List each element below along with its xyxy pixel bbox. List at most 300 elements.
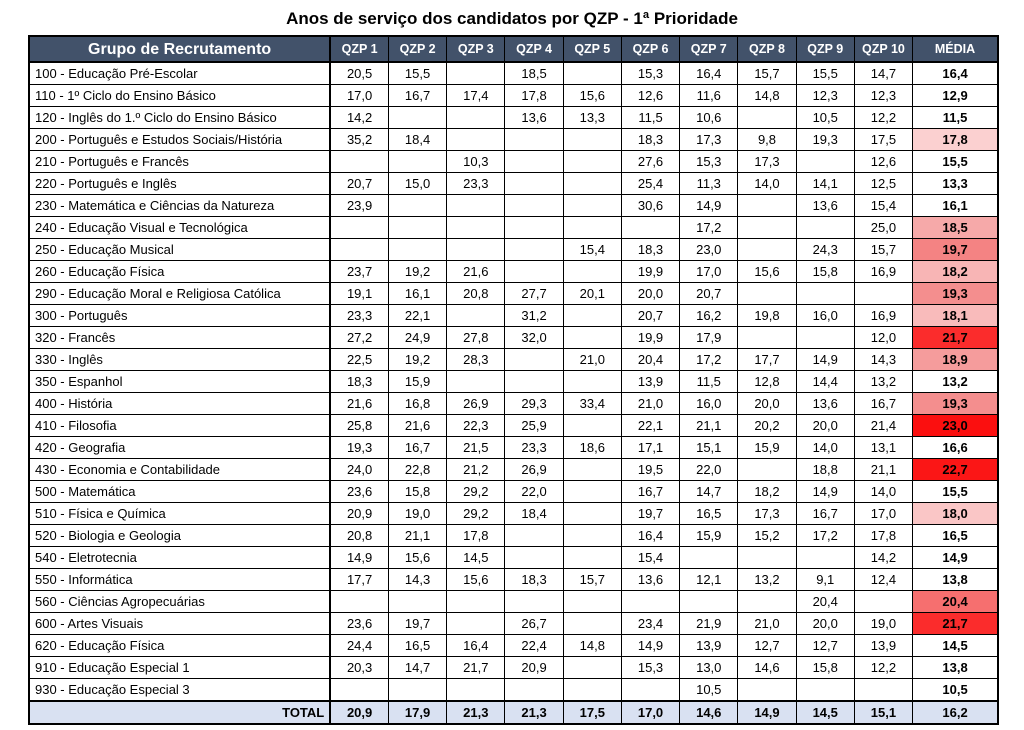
media-value-cell: 22,7 xyxy=(913,459,998,481)
total-qzp-value-cell: 21,3 xyxy=(447,701,505,724)
qzp-value-cell: 14,9 xyxy=(330,547,388,569)
qzp-value-cell xyxy=(854,283,912,305)
qzp-value-cell: 11,5 xyxy=(621,107,679,129)
qzp-value-cell xyxy=(447,195,505,217)
qzp-value-cell: 21,0 xyxy=(621,393,679,415)
qzp-value-cell: 27,7 xyxy=(505,283,563,305)
qzp-value-cell: 18,3 xyxy=(621,239,679,261)
qzp-value-cell: 27,2 xyxy=(330,327,388,349)
qzp-value-cell xyxy=(738,217,796,239)
qzp-value-cell: 12,0 xyxy=(854,327,912,349)
qzp-value-cell: 19,0 xyxy=(854,613,912,635)
qzp-value-cell: 13,1 xyxy=(854,437,912,459)
qzp-value-cell: 31,2 xyxy=(505,305,563,327)
table-row xyxy=(29,437,998,459)
row-group-label: 110 - 1º Ciclo do Ensino Básico xyxy=(29,85,330,107)
qzp-value-cell: 16,7 xyxy=(388,85,446,107)
qzp-value-cell: 14,9 xyxy=(621,635,679,657)
qzp-value-cell xyxy=(563,261,621,283)
qzp-value-cell xyxy=(738,679,796,702)
qzp-value-cell: 14,9 xyxy=(680,195,738,217)
qzp-value-cell: 27,6 xyxy=(621,151,679,173)
qzp-value-cell: 21,1 xyxy=(388,525,446,547)
media-value-cell: 13,8 xyxy=(913,569,998,591)
qzp-value-cell xyxy=(796,679,854,702)
qzp-value-cell: 13,3 xyxy=(563,107,621,129)
qzp-value-cell: 25,4 xyxy=(621,173,679,195)
qzp-value-cell: 21,0 xyxy=(563,349,621,371)
row-group-label: 300 - Português xyxy=(29,305,330,327)
row-group-label: 420 - Geografia xyxy=(29,437,330,459)
qzp-value-cell: 22,8 xyxy=(388,459,446,481)
qzp-value-cell: 15,5 xyxy=(388,62,446,85)
qzp-value-cell: 14,3 xyxy=(854,349,912,371)
total-qzp-value-cell: 14,9 xyxy=(738,701,796,724)
total-qzp-value-cell: 17,5 xyxy=(563,701,621,724)
qzp-value-cell: 17,2 xyxy=(680,349,738,371)
qzp-value-cell: 10,3 xyxy=(447,151,505,173)
column-header-qzp: QZP 6 xyxy=(621,36,679,62)
qzp-value-cell xyxy=(505,547,563,569)
table-row xyxy=(29,679,998,702)
qzp-value-cell: 14,3 xyxy=(388,569,446,591)
qzp-value-cell xyxy=(621,591,679,613)
media-value-cell: 16,1 xyxy=(913,195,998,217)
table-row xyxy=(29,85,998,107)
row-group-label: 330 - Inglês xyxy=(29,349,330,371)
qzp-value-cell xyxy=(505,239,563,261)
qzp-value-cell: 21,2 xyxy=(447,459,505,481)
qzp-value-cell: 17,2 xyxy=(796,525,854,547)
qzp-value-cell: 15,6 xyxy=(388,547,446,569)
qzp-value-cell: 14,7 xyxy=(680,481,738,503)
qzp-table-container xyxy=(28,35,999,725)
qzp-value-cell: 12,8 xyxy=(738,371,796,393)
total-qzp-value-cell: 20,9 xyxy=(330,701,388,724)
qzp-value-cell xyxy=(447,371,505,393)
qzp-value-cell: 12,2 xyxy=(854,107,912,129)
qzp-value-cell: 16,4 xyxy=(621,525,679,547)
media-value-cell: 13,3 xyxy=(913,173,998,195)
media-value-cell: 15,5 xyxy=(913,481,998,503)
media-value-cell: 12,9 xyxy=(913,85,998,107)
column-header-qzp: QZP 7 xyxy=(680,36,738,62)
qzp-value-cell: 15,9 xyxy=(680,525,738,547)
qzp-value-cell: 15,5 xyxy=(796,62,854,85)
table-row xyxy=(29,173,998,195)
qzp-value-cell: 20,7 xyxy=(680,283,738,305)
qzp-value-cell: 15,8 xyxy=(796,657,854,679)
qzp-value-cell: 17,8 xyxy=(505,85,563,107)
qzp-value-cell xyxy=(738,327,796,349)
qzp-value-cell: 19,9 xyxy=(621,261,679,283)
column-header-qzp: QZP 5 xyxy=(563,36,621,62)
row-group-label: 100 - Educação Pré-Escolar xyxy=(29,62,330,85)
chart-title: Anos de serviço dos candidatos por QZP - 1ª Prioridade xyxy=(286,9,738,28)
qzp-value-cell: 16,0 xyxy=(796,305,854,327)
qzp-value-cell xyxy=(505,129,563,151)
row-group-label: 410 - Filosofia xyxy=(29,415,330,437)
qzp-value-cell xyxy=(563,305,621,327)
qzp-value-cell: 17,9 xyxy=(680,327,738,349)
qzp-value-cell: 9,1 xyxy=(796,569,854,591)
qzp-value-cell: 15,1 xyxy=(680,437,738,459)
qzp-value-cell: 23,3 xyxy=(330,305,388,327)
table-row xyxy=(29,635,998,657)
qzp-value-cell: 15,2 xyxy=(738,525,796,547)
qzp-value-cell: 19,9 xyxy=(621,327,679,349)
qzp-value-cell: 20,9 xyxy=(330,503,388,525)
row-group-label: 200 - Português e Estudos Sociais/História xyxy=(29,129,330,151)
qzp-value-cell xyxy=(563,327,621,349)
total-qzp-value-cell: 14,5 xyxy=(796,701,854,724)
qzp-value-cell: 17,0 xyxy=(330,85,388,107)
qzp-value-cell: 17,2 xyxy=(680,217,738,239)
qzp-value-cell: 20,9 xyxy=(505,657,563,679)
table-row xyxy=(29,613,998,635)
media-value-cell: 10,5 xyxy=(913,679,998,702)
media-value-cell: 16,5 xyxy=(913,525,998,547)
qzp-value-cell: 19,7 xyxy=(388,613,446,635)
qzp-value-cell: 19,2 xyxy=(388,349,446,371)
qzp-value-cell: 16,5 xyxy=(680,503,738,525)
qzp-value-cell xyxy=(330,591,388,613)
qzp-value-cell xyxy=(563,151,621,173)
qzp-value-cell: 18,3 xyxy=(505,569,563,591)
qzp-value-cell xyxy=(388,591,446,613)
qzp-value-cell: 14,8 xyxy=(738,85,796,107)
row-group-label: 620 - Educação Física xyxy=(29,635,330,657)
table-row xyxy=(29,283,998,305)
qzp-value-cell: 35,2 xyxy=(330,129,388,151)
qzp-value-cell xyxy=(738,283,796,305)
qzp-value-cell xyxy=(738,459,796,481)
qzp-value-cell: 30,6 xyxy=(621,195,679,217)
media-value-cell: 21,7 xyxy=(913,613,998,635)
qzp-value-cell: 13,0 xyxy=(680,657,738,679)
qzp-value-cell: 26,7 xyxy=(505,613,563,635)
qzp-value-cell: 19,7 xyxy=(621,503,679,525)
qzp-value-cell: 24,9 xyxy=(388,327,446,349)
qzp-value-cell xyxy=(563,173,621,195)
row-group-label: 600 - Artes Visuais xyxy=(29,613,330,635)
qzp-value-cell: 14,5 xyxy=(447,547,505,569)
qzp-value-cell: 16,4 xyxy=(680,62,738,85)
qzp-value-cell xyxy=(563,525,621,547)
qzp-value-cell: 17,0 xyxy=(680,261,738,283)
total-row-label: TOTAL xyxy=(29,701,330,724)
qzp-value-cell: 20,7 xyxy=(621,305,679,327)
row-group-label: 520 - Biologia e Geologia xyxy=(29,525,330,547)
qzp-value-cell xyxy=(505,591,563,613)
qzp-value-cell: 20,0 xyxy=(796,415,854,437)
qzp-value-cell xyxy=(796,547,854,569)
media-value-cell: 20,4 xyxy=(913,591,998,613)
qzp-value-cell: 21,1 xyxy=(854,459,912,481)
qzp-value-cell: 18,4 xyxy=(505,503,563,525)
qzp-value-cell: 28,3 xyxy=(447,349,505,371)
table-row xyxy=(29,547,998,569)
qzp-value-cell: 14,1 xyxy=(796,173,854,195)
qzp-value-cell: 25,0 xyxy=(854,217,912,239)
column-header-media: MÉDIA xyxy=(913,36,998,62)
qzp-value-cell xyxy=(447,239,505,261)
qzp-value-cell: 16,7 xyxy=(388,437,446,459)
qzp-value-cell: 17,3 xyxy=(680,129,738,151)
table-row xyxy=(29,195,998,217)
qzp-value-cell: 20,3 xyxy=(330,657,388,679)
qzp-value-cell: 15,4 xyxy=(854,195,912,217)
qzp-value-cell: 15,9 xyxy=(738,437,796,459)
qzp-value-cell: 22,4 xyxy=(505,635,563,657)
qzp-value-cell: 15,8 xyxy=(388,481,446,503)
qzp-value-cell: 14,7 xyxy=(854,62,912,85)
table-row xyxy=(29,217,998,239)
row-group-label: 290 - Educação Moral e Religiosa Católica xyxy=(29,283,330,305)
qzp-value-cell: 24,0 xyxy=(330,459,388,481)
qzp-value-cell: 20,0 xyxy=(738,393,796,415)
total-qzp-value-cell: 17,9 xyxy=(388,701,446,724)
table-row xyxy=(29,151,998,173)
qzp-value-cell: 33,4 xyxy=(563,393,621,415)
column-header-qzp: QZP 3 xyxy=(447,36,505,62)
qzp-value-cell: 25,9 xyxy=(505,415,563,437)
row-group-label: 500 - Matemática xyxy=(29,481,330,503)
qzp-value-cell: 21,7 xyxy=(447,657,505,679)
qzp-value-cell: 17,7 xyxy=(738,349,796,371)
qzp-value-cell: 17,7 xyxy=(330,569,388,591)
row-group-label: 350 - Espanhol xyxy=(29,371,330,393)
row-group-label: 510 - Física e Química xyxy=(29,503,330,525)
qzp-value-cell: 20,1 xyxy=(563,283,621,305)
qzp-value-cell: 21,6 xyxy=(330,393,388,415)
table-row xyxy=(29,459,998,481)
qzp-value-cell xyxy=(563,679,621,702)
qzp-value-cell: 9,8 xyxy=(738,129,796,151)
qzp-value-cell: 22,3 xyxy=(447,415,505,437)
qzp-value-cell xyxy=(738,547,796,569)
qzp-value-cell: 18,3 xyxy=(330,371,388,393)
qzp-value-cell xyxy=(563,459,621,481)
table-row xyxy=(29,107,998,129)
row-group-label: 210 - Português e Francês xyxy=(29,151,330,173)
qzp-value-cell: 29,2 xyxy=(447,503,505,525)
qzp-value-cell xyxy=(505,261,563,283)
media-value-cell: 17,8 xyxy=(913,129,998,151)
qzp-value-cell xyxy=(388,107,446,129)
qzp-value-cell: 15,6 xyxy=(738,261,796,283)
total-qzp-value-cell: 17,0 xyxy=(621,701,679,724)
qzp-value-cell: 20,0 xyxy=(796,613,854,635)
qzp-value-cell xyxy=(388,217,446,239)
qzp-value-cell xyxy=(680,547,738,569)
qzp-value-cell: 16,8 xyxy=(388,393,446,415)
qzp-value-cell: 16,7 xyxy=(621,481,679,503)
qzp-value-cell: 14,0 xyxy=(854,481,912,503)
qzp-value-cell xyxy=(505,371,563,393)
row-group-label: 250 - Educação Musical xyxy=(29,239,330,261)
total-qzp-value-cell: 15,1 xyxy=(854,701,912,724)
qzp-value-cell: 17,1 xyxy=(621,437,679,459)
table-row xyxy=(29,481,998,503)
qzp-value-cell: 29,3 xyxy=(505,393,563,415)
qzp-value-cell xyxy=(505,195,563,217)
row-group-label: 910 - Educação Especial 1 xyxy=(29,657,330,679)
qzp-value-cell xyxy=(563,129,621,151)
qzp-value-cell xyxy=(330,239,388,261)
row-group-label: 240 - Educação Visual e Tecnológica xyxy=(29,217,330,239)
row-group-label: 220 - Português e Inglês xyxy=(29,173,330,195)
table-row xyxy=(29,239,998,261)
qzp-value-cell: 15,6 xyxy=(447,569,505,591)
qzp-value-cell xyxy=(447,62,505,85)
qzp-value-cell: 13,6 xyxy=(796,195,854,217)
qzp-value-cell: 13,2 xyxy=(854,371,912,393)
qzp-value-cell: 18,3 xyxy=(621,129,679,151)
qzp-value-cell: 16,7 xyxy=(796,503,854,525)
table-body xyxy=(29,62,998,724)
table-row xyxy=(29,371,998,393)
qzp-value-cell: 18,6 xyxy=(563,437,621,459)
row-group-label: 320 - Francês xyxy=(29,327,330,349)
table-row xyxy=(29,129,998,151)
qzp-value-cell: 17,3 xyxy=(738,151,796,173)
qzp-value-cell: 19,3 xyxy=(796,129,854,151)
qzp-value-cell: 19,0 xyxy=(388,503,446,525)
qzp-value-cell: 14,0 xyxy=(796,437,854,459)
row-group-label: 230 - Matemática e Ciências da Natureza xyxy=(29,195,330,217)
qzp-value-cell xyxy=(447,217,505,239)
qzp-value-cell xyxy=(330,679,388,702)
qzp-value-cell: 18,2 xyxy=(738,481,796,503)
media-value-cell: 18,1 xyxy=(913,305,998,327)
qzp-value-cell: 20,0 xyxy=(621,283,679,305)
qzp-value-cell xyxy=(621,679,679,702)
qzp-value-cell xyxy=(796,217,854,239)
total-qzp-value-cell: 14,6 xyxy=(680,701,738,724)
qzp-value-cell: 15,3 xyxy=(621,657,679,679)
qzp-value-cell: 23,4 xyxy=(621,613,679,635)
media-value-cell: 14,9 xyxy=(913,547,998,569)
row-group-label: 260 - Educação Física xyxy=(29,261,330,283)
qzp-value-cell: 13,9 xyxy=(680,635,738,657)
qzp-value-cell xyxy=(796,151,854,173)
qzp-value-cell: 16,1 xyxy=(388,283,446,305)
table-row xyxy=(29,525,998,547)
qzp-value-cell: 19,2 xyxy=(388,261,446,283)
qzp-value-cell: 20,7 xyxy=(330,173,388,195)
media-value-cell: 18,5 xyxy=(913,217,998,239)
table-header xyxy=(29,36,998,62)
qzp-value-cell xyxy=(563,503,621,525)
table-row xyxy=(29,261,998,283)
qzp-value-cell: 20,4 xyxy=(621,349,679,371)
table-row xyxy=(29,503,998,525)
table-row xyxy=(29,657,998,679)
qzp-value-cell xyxy=(563,415,621,437)
qzp-value-cell: 14,2 xyxy=(854,547,912,569)
table-row xyxy=(29,569,998,591)
qzp-value-cell: 21,9 xyxy=(680,613,738,635)
qzp-value-cell xyxy=(447,129,505,151)
media-value-cell: 21,7 xyxy=(913,327,998,349)
table-row xyxy=(29,349,998,371)
qzp-value-cell: 27,8 xyxy=(447,327,505,349)
qzp-value-cell xyxy=(621,217,679,239)
qzp-value-cell: 17,5 xyxy=(854,129,912,151)
qzp-value-cell: 15,7 xyxy=(738,62,796,85)
qzp-value-cell: 12,3 xyxy=(796,85,854,107)
row-group-label: 120 - Inglês do 1.º Ciclo do Ensino Básico xyxy=(29,107,330,129)
table-row xyxy=(29,393,998,415)
qzp-value-cell: 13,9 xyxy=(854,635,912,657)
qzp-value-cell xyxy=(854,679,912,702)
row-group-label: 550 - Informática xyxy=(29,569,330,591)
qzp-value-cell: 13,2 xyxy=(738,569,796,591)
qzp-value-cell: 15,3 xyxy=(621,62,679,85)
column-header-qzp: QZP 8 xyxy=(738,36,796,62)
qzp-value-cell: 24,3 xyxy=(796,239,854,261)
qzp-value-cell: 12,5 xyxy=(854,173,912,195)
qzp-value-cell: 18,8 xyxy=(796,459,854,481)
qzp-value-cell: 16,0 xyxy=(680,393,738,415)
qzp-value-cell: 14,8 xyxy=(563,635,621,657)
qzp-value-cell: 19,1 xyxy=(330,283,388,305)
qzp-value-cell: 14,7 xyxy=(388,657,446,679)
qzp-value-cell xyxy=(447,107,505,129)
qzp-value-cell: 22,5 xyxy=(330,349,388,371)
total-row xyxy=(29,701,998,724)
media-value-cell: 19,7 xyxy=(913,239,998,261)
qzp-value-cell: 11,3 xyxy=(680,173,738,195)
qzp-value-cell: 20,5 xyxy=(330,62,388,85)
column-header-qzp: QZP 9 xyxy=(796,36,854,62)
qzp-value-cell xyxy=(563,195,621,217)
qzp-value-cell: 16,9 xyxy=(854,261,912,283)
media-value-cell: 16,6 xyxy=(913,437,998,459)
row-group-label: 540 - Eletrotecnia xyxy=(29,547,330,569)
media-value-cell: 13,8 xyxy=(913,657,998,679)
qzp-value-cell: 13,6 xyxy=(505,107,563,129)
media-value-cell: 18,2 xyxy=(913,261,998,283)
table-row xyxy=(29,305,998,327)
qzp-value-cell xyxy=(563,371,621,393)
qzp-value-cell xyxy=(447,591,505,613)
total-qzp-value-cell: 21,3 xyxy=(505,701,563,724)
qzp-value-cell: 11,6 xyxy=(680,85,738,107)
qzp-value-cell xyxy=(505,349,563,371)
qzp-value-cell: 17,4 xyxy=(447,85,505,107)
qzp-value-cell: 20,4 xyxy=(796,591,854,613)
qzp-value-cell: 20,2 xyxy=(738,415,796,437)
qzp-value-cell: 11,5 xyxy=(680,371,738,393)
qzp-value-cell: 32,0 xyxy=(505,327,563,349)
qzp-value-cell: 15,0 xyxy=(388,173,446,195)
qzp-value-cell: 21,6 xyxy=(447,261,505,283)
qzp-value-cell: 12,7 xyxy=(738,635,796,657)
media-value-cell: 11,5 xyxy=(913,107,998,129)
qzp-value-cell: 15,9 xyxy=(388,371,446,393)
qzp-value-cell xyxy=(563,657,621,679)
qzp-value-cell: 16,4 xyxy=(447,635,505,657)
qzp-value-cell: 23,9 xyxy=(330,195,388,217)
qzp-value-cell: 15,7 xyxy=(854,239,912,261)
qzp-value-cell: 12,1 xyxy=(680,569,738,591)
qzp-value-cell: 12,3 xyxy=(854,85,912,107)
qzp-value-cell: 16,2 xyxy=(680,305,738,327)
total-media-value-cell: 16,2 xyxy=(913,701,998,724)
qzp-value-cell xyxy=(563,547,621,569)
